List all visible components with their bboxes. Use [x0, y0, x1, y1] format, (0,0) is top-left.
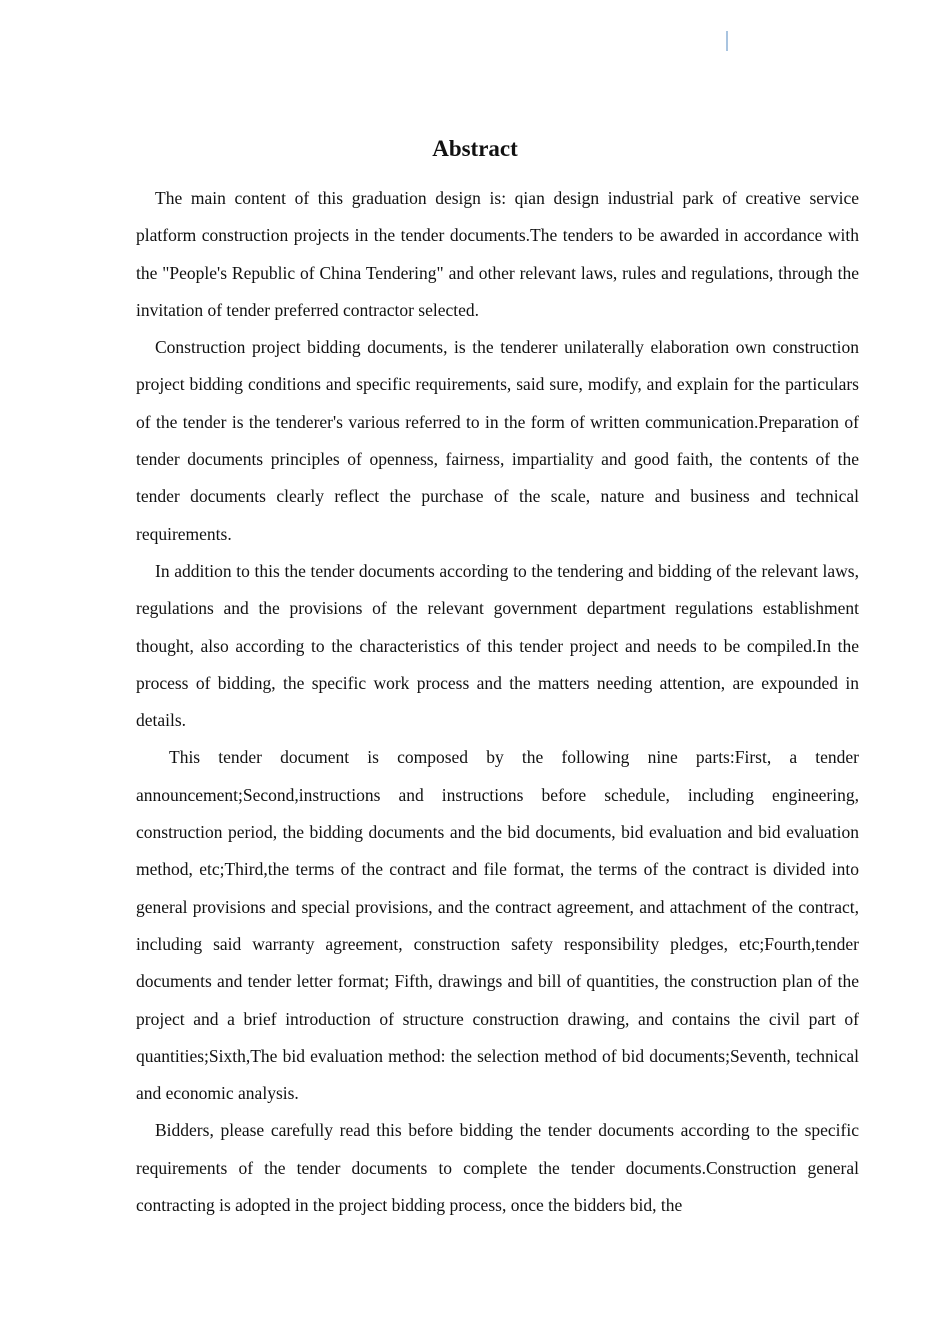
paragraph-1: The main content of this graduation design is: qian design industrial park of creative service platform construction projects in the tender documents.The tenders to be awarded in accordance with the "People's Republic of China Tendering" and other relevant laws, rules and regulations, through the invitation of tender preferred contractor selected.	[136, 188, 859, 320]
abstract-body	[136, 180, 859, 1224]
text-cursor-marker	[726, 31, 728, 51]
paragraph-3: In addition to this the tender documents according to the tendering and bidding of the relevant laws, regulations and the provisions of the relevant government department regulations establishment thought, also according to the characteristics of this tender project and needs to be compiled.In the process of bidding, the specific work process and the matters needing attention, are expounded in details.	[136, 560, 859, 731]
paragraph-5: Bidders, please carefully read this before bidding the tender documents according to the specific requirements of the tender documents to complete the tender documents.Construction general contracting is adopted in the project bidding process, once the bidders bid, the	[136, 1120, 859, 1216]
paragraph-4: This tender document is composed by the following nine parts:First, a tender announcement;Second,instructions and instructions before schedule, including engineering, construction period, the bidding documents and the bid documents, bid evaluation and bid evaluation method, etc;Third,the terms of the contract and file format, the terms of the contract is divided into general provisions and special provisions, and the contract agreement, and attachment of the contract, including said warranty agreement, construction safety responsibility pledges, etc;Fourth,tender documents and tender letter format; Fifth, drawings and bill of quantities, the construction plan of the project and a brief introduction of structure construction drawing, and contains the civil part of quantities;Sixth,The bid evaluation method: the selection method of bid documents;Seventh, technical and economic analysis.	[136, 747, 859, 1104]
paragraph-2: Construction project bidding documents, is the tenderer unilaterally elaboration own construction project bidding conditions and specific requirements, said sure, modify, and explain for the particulars of the tender is the tenderer's various referred to in the form of written communication.Preparation of tender documents principles of openness, fairness, impartiality and good faith, the contents of the tender documents clearly reflect the purchase of the scale, nature and business and technical requirements.	[136, 337, 859, 544]
page-title: Abstract	[432, 136, 518, 161]
